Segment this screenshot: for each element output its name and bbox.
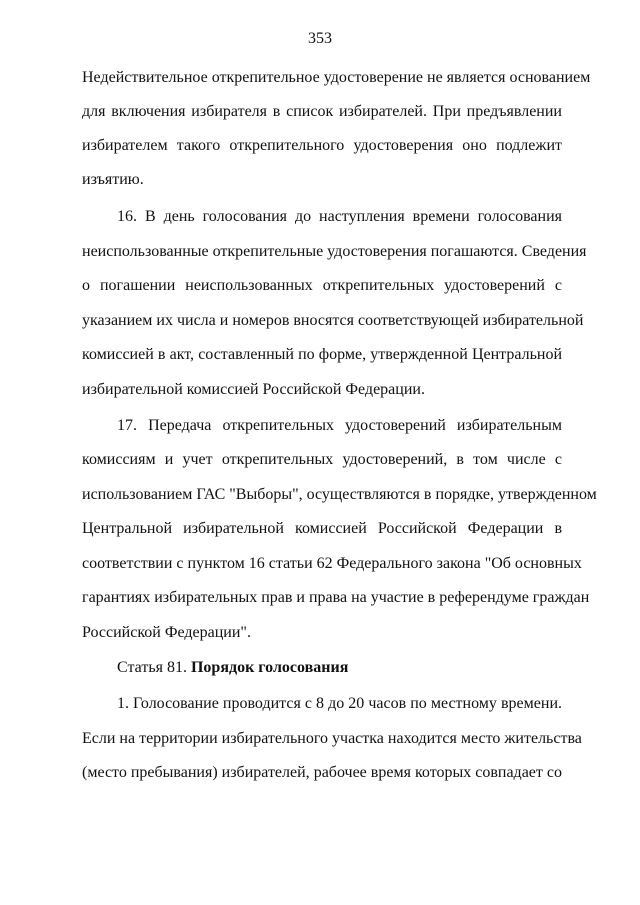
paragraph-17-line-6: гарантиях избирательных прав и права на участие в референдуме граждан: [82, 589, 590, 606]
paragraph-16-line-2: неиспользованные открепительные удостоверения погашаются. Сведения: [82, 243, 587, 260]
paragraph-16-line-6: избирательной комиссией Российской Федерации.: [82, 381, 425, 398]
paragraph-17-line-7: Российской Федерации".: [82, 624, 251, 641]
paragraph-1-line-1: Недействительное открепительное удостоверение не является основанием: [82, 69, 591, 86]
paragraph-17-line-5: соответствии с пунктом 16 статьи 62 Федерального закона "Об основных: [82, 555, 582, 572]
page-number: 353: [308, 30, 332, 47]
paragraph-17-line-4: Центральной избирательной комиссией Российской Федерации в: [82, 520, 562, 537]
paragraph-17-line-3: использованием ГАС "Выборы", осуществляются в порядке, утвержденном: [82, 486, 597, 503]
paragraph-1-line-2: для включения избирателя в список избирателей. При предъявлении: [82, 103, 562, 120]
paragraph-16-line-1: 16. В день голосования до наступления времени голосования: [117, 208, 562, 225]
article-prefix: Статья 81.: [117, 659, 187, 676]
paragraph-16-line-3: о погашении неиспользованных открепительных удостоверений с: [82, 277, 562, 294]
paragraph-17-line-2: комиссиям и учет открепительных удостоверений, в том числе с: [82, 451, 562, 468]
article-title: Порядок голосования: [190, 659, 349, 676]
article-paragraph-line-2: Если на территории избирательного участка находится место жительства: [82, 730, 582, 747]
paragraph-16-line-4: указанием их числа и номеров вносятся соответствующей избирательной: [82, 312, 584, 329]
article-paragraph-line-1: 1. Голосование проводится с 8 до 20 часов по местному времени.: [117, 695, 562, 712]
paragraph-1-line-4: изъятию.: [82, 171, 144, 188]
article-paragraph-line-3: (место пребывания) избирателей, рабочее время которых совпадает со: [82, 764, 562, 781]
paragraph-16-line-5: комиссией в акт, составленный по форме, утвержденной Центральной: [82, 346, 562, 363]
article-heading: [117, 658, 562, 678]
paragraph-1-line-3: избирателем такого открепительного удостоверения оно подлежит: [82, 137, 562, 154]
paragraph-17-line-1: 17. Передача открепительных удостоверений избирательным: [117, 417, 562, 434]
